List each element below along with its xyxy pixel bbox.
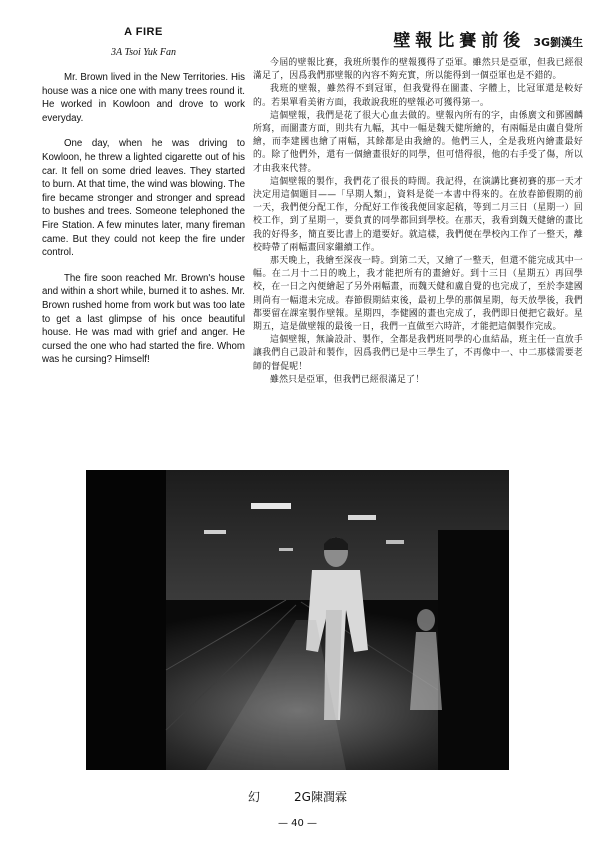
chinese-paragraph: 今屆的壁報比賽，我班所製作的壁報獲得了亞軍。雖然只是亞軍，但我已經很滿足了，因爲我們那壁報的內容不夠充實，所以能得到一個亞軍也是不錯的。 xyxy=(253,58,583,82)
photo-caption xyxy=(0,788,595,805)
chinese-paragraph: 這個壁報的製作，我們花了很長的時間。我記得，在演講比賽初賽的那一天才決定用這個題目——「早期人類」，資料是從一本書中得來的。在放春節假期的前一天，我們便分配工作，分配好工作後我便回家起稿，等到二月三日（星期一）回校工作，到了星期一，要負責的同學都回到學校。在那天，我看到魏天健繪的畫比我的好得多，簡直要比書上的還要好。就這樣，我們便在學校內工作了一整天，離校時帶了兩幅畫回家繼續工作。 xyxy=(253,176,583,253)
chinese-paragraph: 那天晚上，我繪至深夜一時。到第二天，又繪了一整天，但還不能完成其中一幅。在二月十二日的晚上，我才能把所有的畫繪好。到十三日（星期五）再回學校，在一日之內便繪起了另外兩幅畫，而魏天健和盧自覺的也完成了，至於李建國則尚有一幅還未完成。春節假期結束後，最初上學的那個星期，每天放學後，我們都要留在課室製作壁報。星期四，李健國的畫也完成了，我們即日便把它裁好。星期五，這是做壁報的最後一日，我們一直做至六時許，才能把這個製作完成。 xyxy=(253,256,583,333)
chinese-article-header xyxy=(253,26,583,51)
english-article xyxy=(42,26,245,379)
english-article-title: A FIRE xyxy=(124,26,163,38)
ceiling-light xyxy=(386,540,404,544)
left-pillar xyxy=(86,470,166,770)
ceiling-light xyxy=(251,503,291,509)
chinese-article-title: 壁報比賽前後 xyxy=(393,31,526,51)
english-paragraph: One day, when he was driving to Kowloon, he threw a lighted cigarette out of his car. It fell on some dried leaves. They started to burn. At that time, the wind was blowing. The fire became stronger and stronger and spread to bushes and trees. Someone telephoned the Fire Station. A few minutes later, many fireman came. But they could not keep the fire under control. xyxy=(42,138,245,259)
photo-caption-author: 2G陳潤霖 xyxy=(294,790,347,804)
right-wall xyxy=(438,530,509,770)
chinese-article-author: 3G劉漢生 xyxy=(533,36,583,49)
ceiling-light xyxy=(348,515,376,520)
english-paragraph: The fire soon reached Mr. Brown's house and within a short while, burned it to ashes. Mr. Brown rushed home from work but was too late to get a last glimpse of his once beautiful house. He was mad with grief and anger. He cursed the one who had started the fire. Whom was he cursing? Himself! xyxy=(42,272,245,366)
english-article-byline: 3A Tsoi Yuk Fan xyxy=(111,47,176,58)
ceiling-light xyxy=(204,530,226,534)
page-number: — 40 — xyxy=(277,818,318,829)
chinese-paragraph: 我班的壁報，雖然得不到冠軍，但我覺得在圖畫、字體上，比冠軍還是較好的。若果單看美術方面，我敢說我班的壁報必可獲得第一。 xyxy=(253,84,583,108)
chinese-article xyxy=(253,26,583,387)
photograph-illustration xyxy=(86,470,509,770)
ceiling-light xyxy=(279,548,293,551)
photo-caption-title: 幻 xyxy=(248,790,261,804)
chinese-paragraph: 這個壁報，我們是花了很大心血去做的。壁報內所有的字，由係廣文和鄧國麟所寫，而圖畫方面，則共有九幅，其中一幅是魏天健所繪的，有兩幅是由盧自覺所繪，而李建國也繪了兩幅，其餘都是由我繪的。他們三人，全是我班內繪畫最好的。除了他們外，還有一個繪畫很好的同學，但可惜得很，他的右手受了傷，所以才由我來代替。 xyxy=(253,110,583,174)
chinese-paragraph: 雖然只是亞軍，但我們已經很滿足了！ xyxy=(270,374,425,385)
chinese-paragraph: 這個壁報，無論設計、製作，全都是我們班同學的心血結晶，班主任一直放手讓我們自己設計和製作，因爲我們已是中三學生了，不再像中一、中二那樣需要老師的督促呢！ xyxy=(253,335,583,372)
photograph xyxy=(86,470,509,770)
english-paragraph: Mr. Brown lived in the New Territories. His house was a nice one with many trees round it. He worked in Kowloon and drove to work everyday. xyxy=(42,72,245,124)
